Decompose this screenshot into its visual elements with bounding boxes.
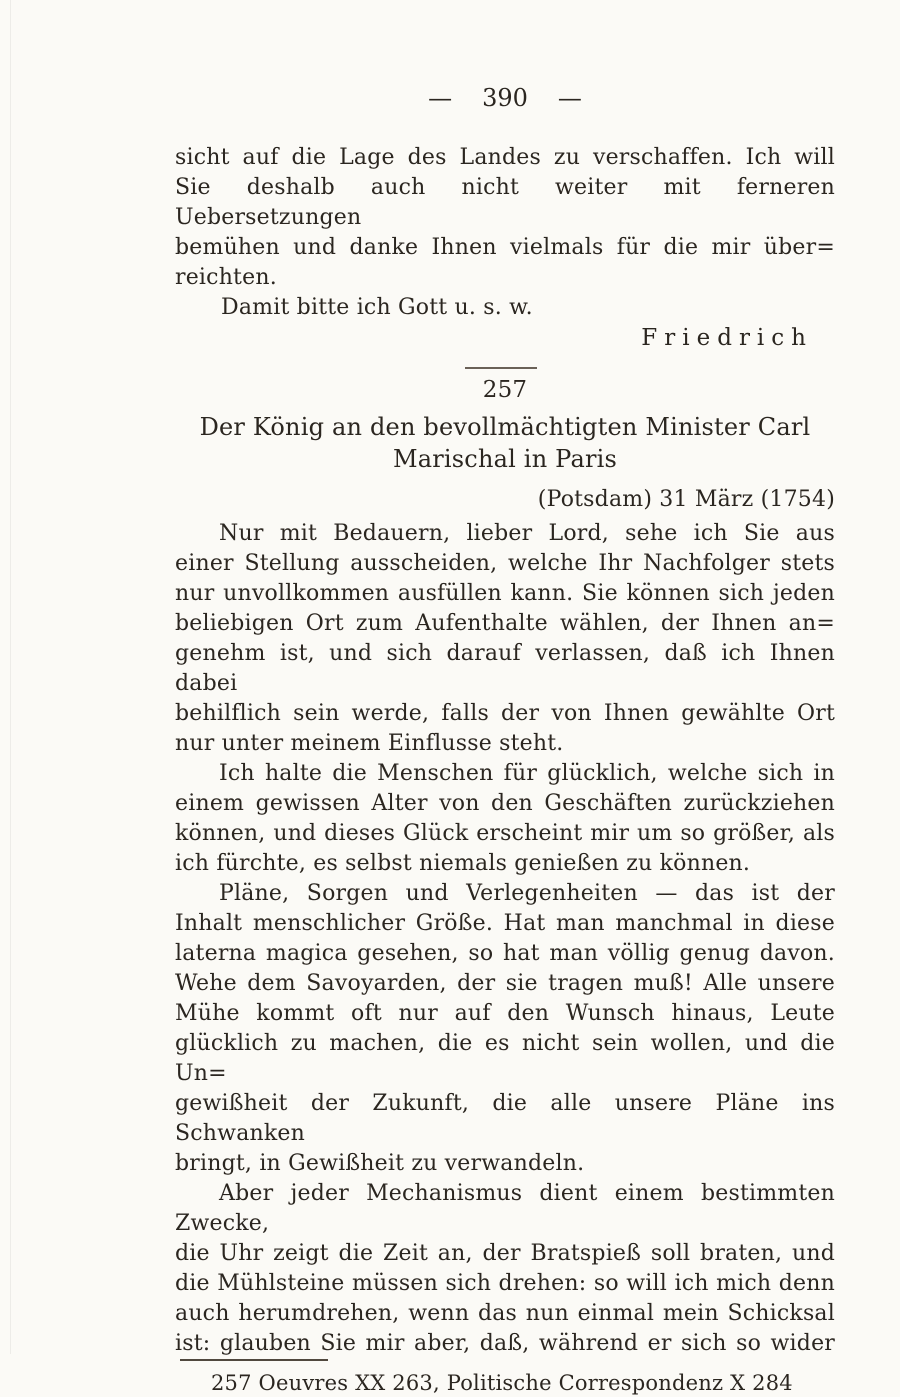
letter-body (175, 519, 835, 1359)
letter-paragraph-3 (175, 879, 835, 1179)
text-line: bringt, in Gewißheit zu verwandeln. (175, 1151, 585, 1176)
text-line: Nur mit Bedauern, lieber Lord, sehe ich Sie aus (219, 521, 835, 546)
letter-paragraph-2 (175, 759, 835, 879)
prev-letter-paragraph (175, 143, 835, 293)
scan-artifact-line (10, 0, 11, 1354)
text-line: reichten. (175, 265, 277, 290)
letter-paragraph-4 (175, 1179, 835, 1359)
letter-signature: Friedrich (641, 325, 813, 351)
letter-closing: Damit bitte ich Gott u. s. w. (221, 295, 533, 320)
text-line: glücklich zu machen, die es nicht sein wollen, und die Un= (175, 1031, 835, 1086)
text-line: können, und dieses Glück erscheint mir um so größer, als (175, 821, 835, 846)
section-separator-rule (465, 367, 537, 369)
text-line: ich fürchte, es selbst niemals genießen zu können. (175, 851, 751, 876)
text-line: Mühe kommt oft nur auf den Wunsch hinaus, Leute (175, 1001, 835, 1026)
letter-heading-line1: Der König an den bevollmächtigten Minister Carl (199, 413, 811, 441)
text-column (175, 143, 835, 1397)
text-line: genehm ist, und sich darauf verlassen, daß ich Ihnen dabei (175, 641, 835, 696)
letter-paragraph-1 (175, 519, 835, 759)
text-line: nur unter meinem Einflusse steht. (175, 731, 564, 756)
text-line: laterna magica gesehen, so hat man völlig genug davon. (175, 941, 835, 966)
text-line: einer Stellung ausscheiden, welche Ihr Nachfolger stets (175, 551, 835, 576)
page-header (175, 84, 835, 112)
text-line: die Mühlsteine müssen sich drehen: so will ich mich denn (175, 1271, 835, 1296)
text-line: die Uhr zeigt die Zeit an, der Bratspieß soll braten, und (175, 1241, 835, 1266)
letter-number: 257 (482, 377, 528, 403)
text-line: sicht auf die Lage des Landes zu verschaffen. Ich will (175, 145, 835, 170)
text-line: nur unvollkommen ausfüllen kann. Sie können sich jeden (175, 581, 835, 606)
footnote-text: 257 Oeuvres XX 263, Politische Correspondenz X 284 (211, 1371, 793, 1395)
text-line: Sie deshalb auch nicht weiter mit ferneren Uebersetzungen (175, 175, 835, 230)
text-line: Ich halte die Menschen für glücklich, welche sich in (219, 761, 835, 786)
text-line: Wehe dem Savoyarden, der sie tragen muß! Alle unsere (175, 971, 835, 996)
page-number: 390 (482, 84, 528, 112)
text-line: gewißheit der Zukunft, die alle unsere Pläne ins Schwanken (175, 1091, 835, 1146)
text-line: Pläne, Sorgen und Verlegenheiten — das ist der (219, 881, 835, 906)
header-dash-right: — (557, 84, 582, 112)
text-line: behilflich sein werde, falls der von Ihnen gewählte Ort (175, 701, 835, 726)
text-line: Aber jeder Mechanismus dient einem bestimmten Zwecke, (175, 1181, 835, 1236)
text-line: Inhalt menschlicher Größe. Hat man manchmal in diese (175, 911, 835, 936)
footnote-separator-rule (180, 1359, 328, 1361)
header-dash-left: — (428, 84, 453, 112)
text-line: bemühen und danke Ihnen vielmals für die mir über= (175, 235, 835, 260)
text-line: einem gewissen Alter von den Geschäften zurückziehen (175, 791, 835, 816)
letter-heading-line2: Marischal in Paris (392, 445, 618, 473)
text-line: beliebigen Ort zum Aufenthalte wählen, der Ihnen an= (175, 611, 835, 636)
letter-dateline: (Potsdam) 31 März (1754) (537, 487, 835, 512)
text-line: ist: glauben Sie mir aber, daß, während er sich so wider (175, 1331, 835, 1356)
text-line: auch herumdrehen, wenn das nun einmal mein Schicksal (175, 1301, 835, 1326)
